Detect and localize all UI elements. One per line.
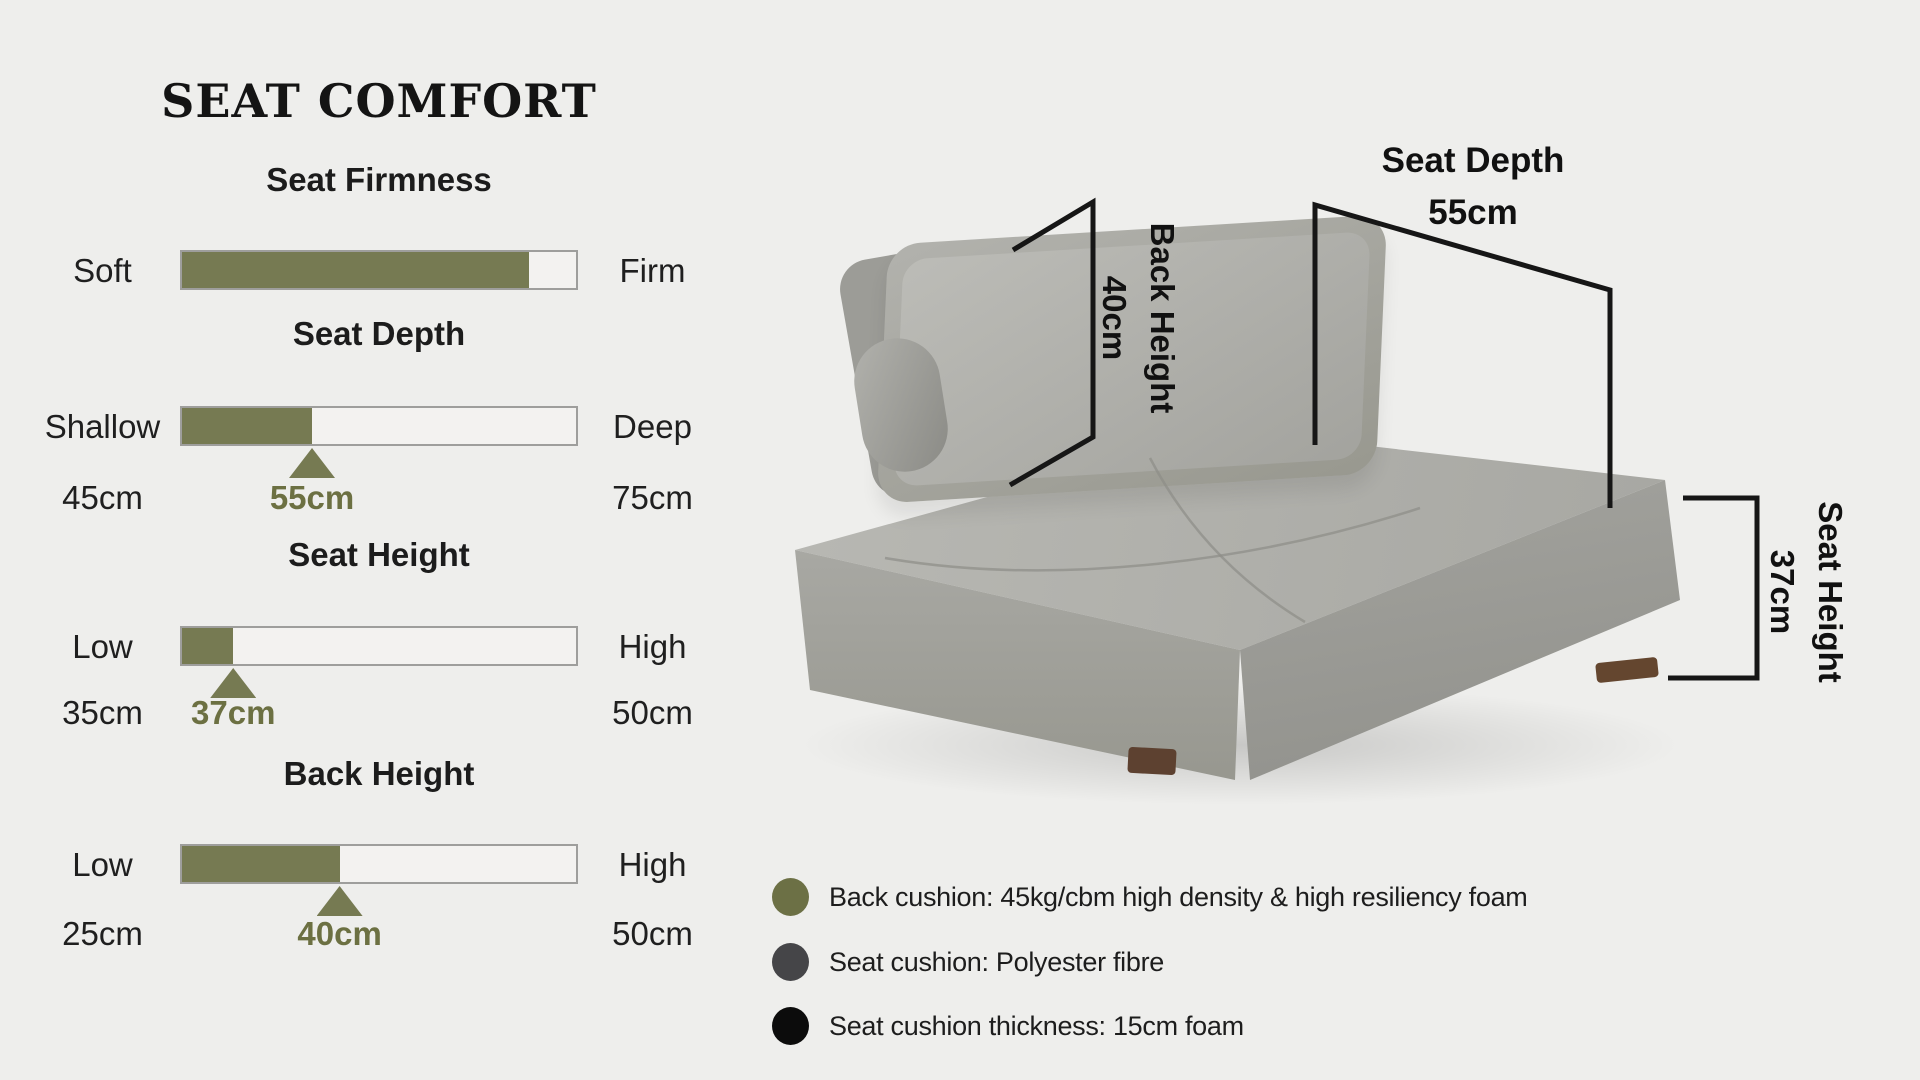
seat-firmness-left-label: Soft (73, 252, 132, 289)
seat-depth-heading: Seat Depth (292, 315, 466, 352)
back-height-bar (180, 844, 578, 884)
seat-height-current-value: 37cm (191, 694, 276, 731)
seat-firmness-heading: Seat Firmness (266, 161, 492, 198)
seat-firmness-fill (182, 252, 529, 288)
seat-depth-right-label: Deep (613, 408, 692, 445)
seat-height-min-value: 35cm (62, 694, 143, 731)
seat-depth-bar (180, 406, 578, 446)
back-height-marker-triangle (317, 886, 363, 916)
back-height-annotation-value: 40cm (1096, 275, 1133, 361)
seat-depth-values-row (182, 477, 576, 519)
back-height-current-value: 40cm (297, 915, 382, 952)
seat-depth-min-value: 45cm (62, 479, 143, 516)
back-height-fill (182, 846, 340, 882)
back-height-annotation (1090, 198, 1186, 438)
seat-height-bar (180, 626, 578, 666)
back-height-left-label: Low (72, 846, 133, 883)
legend-dot-olive (772, 878, 809, 916)
seat-depth-annotation-value: 55cm (1428, 193, 1518, 232)
page-title: SEAT COMFORT (161, 74, 597, 128)
back-height-max-value: 50cm (612, 915, 693, 952)
seat-height-dimension-line (1668, 498, 1757, 678)
legend-row-back-cushion (772, 876, 1527, 918)
seat-depth-annotation (1328, 135, 1618, 239)
legend-text-seat-cushion: Seat cushion: Polyester fibre (829, 947, 1164, 977)
seat-height-annotation-value: 37cm (1764, 549, 1801, 635)
seat-height-left-label: Low (72, 628, 133, 665)
legend-dot-black (772, 1007, 809, 1045)
seat-depth-max-value: 75cm (612, 479, 693, 516)
seat-depth-marker-triangle (289, 448, 335, 478)
back-height-right-label: High (618, 846, 687, 883)
legend-text-back-cushion: Back cushion: 45kg/cbm high density & high resiliency foam (829, 882, 1528, 912)
legend-text-cushion-thickness: Seat cushion thickness: 15cm foam (829, 1011, 1244, 1041)
back-height-annotation-label: Back Height (1144, 222, 1181, 414)
seat-depth-fill (182, 408, 312, 444)
back-height-min-value: 25cm (62, 915, 143, 952)
back-height-values-row (182, 913, 576, 955)
seat-depth-annotation-label: Seat Depth (1381, 141, 1565, 180)
seat-height-annotation (1758, 472, 1854, 712)
back-height-heading: Back Height (283, 755, 475, 792)
seat-firmness-bar (180, 250, 578, 290)
seat-height-right-label: High (618, 628, 687, 665)
legend-dot-gray (772, 943, 809, 981)
seat-depth-left-label: Shallow (44, 408, 161, 445)
sofa-foot-front (1127, 747, 1176, 775)
seat-height-values-row (182, 692, 576, 734)
legend-row-cushion-thickness (772, 1005, 1244, 1047)
seat-depth-current-value: 55cm (269, 479, 355, 516)
seat-height-heading: Seat Height (288, 536, 470, 573)
seat-firmness-right-label: Firm (619, 252, 686, 289)
sofa-foot-right (1595, 657, 1659, 683)
legend-row-seat-cushion (772, 941, 1164, 983)
seat-height-annotation-label: Seat Height (1812, 501, 1849, 683)
seat-height-fill (182, 628, 233, 664)
seat-height-max-value: 50cm (612, 694, 693, 731)
